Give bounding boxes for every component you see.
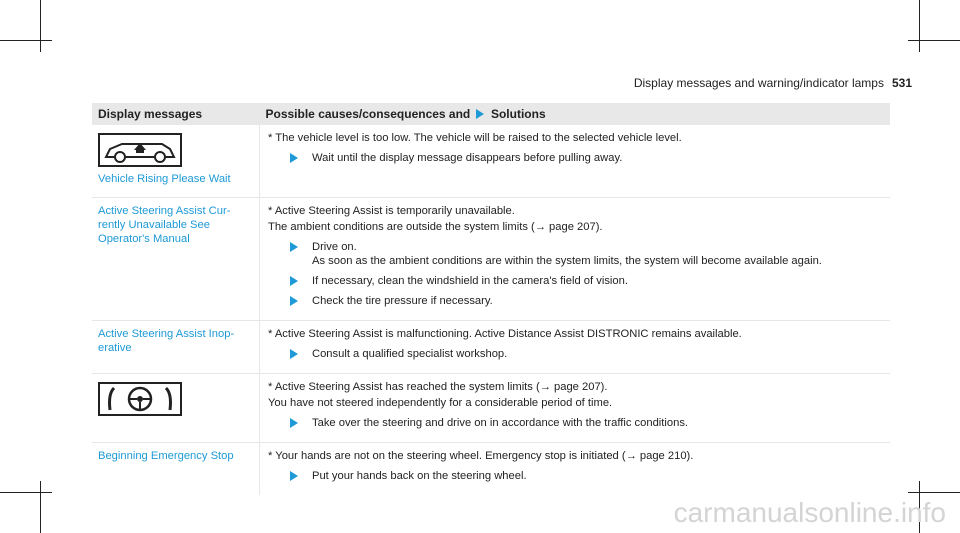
solution-step: Consult a qualified specialist workshop. — [288, 347, 884, 361]
arrow-icon — [290, 276, 298, 286]
cause-extra: You have not steered independently for a considerable period of time. — [268, 396, 613, 409]
table-row — [92, 320, 890, 373]
message-text: Vehicle Rising Please Wait — [98, 173, 231, 185]
hands-on-steering-wheel-icon — [98, 382, 182, 416]
solution-step: Take over the steering and drive on in accordance with the traffic conditions. — [288, 416, 884, 430]
cause-extra: The ambient conditions are outside the system limits (→ page 207). — [268, 220, 603, 233]
message-cell — [92, 125, 260, 197]
message-text: Beginning Emergency Stop — [92, 442, 260, 495]
arrow-icon — [290, 296, 298, 306]
running-header — [634, 76, 912, 90]
table-row — [92, 442, 890, 495]
arrow-icon — [290, 418, 298, 428]
page-number: 531 — [891, 76, 912, 90]
table-row — [92, 373, 890, 442]
watermark: carmanualsonline.info — [673, 497, 946, 528]
arrow-icon — [290, 471, 298, 481]
cause-text: * The vehicle level is too low. The vehicle will be raised to the selected vehicle level. — [268, 132, 682, 144]
solution-cell — [260, 197, 891, 320]
cause-text: * Your hands are not on the steering wheel. Emergency stop is initiated (→ page 210). — [268, 449, 694, 462]
message-text: Active Steering Assist Cur-rently Unavailable See Operator's Manual — [92, 197, 260, 320]
solution-note: As soon as the ambient conditions are within the system limits, the system will become available again. — [312, 254, 822, 267]
solution-step: Check the tire pressure if necessary. — [288, 294, 884, 308]
header-title: Display messages and warning/indicator lamps — [633, 76, 884, 90]
message-cell — [92, 373, 260, 442]
solution-step: Put your hands back on the steering wheel. — [288, 469, 884, 483]
solution-step: If necessary, clean the windshield in the camera's field of vision. — [288, 274, 884, 288]
column-header-solutions-label: Solutions — [490, 107, 546, 121]
arrow-icon — [290, 153, 298, 163]
column-header-messages: Display messages — [92, 103, 260, 125]
message-text: Active Steering Assist Inop-erative — [92, 320, 260, 373]
solution-cell — [260, 125, 891, 197]
column-header-causes: Possible causes/consequences and — [265, 107, 471, 121]
cause-text: * Active Steering Assist has reached the system limits (→ page 207). — [268, 380, 608, 393]
vehicle-rising-icon — [98, 133, 182, 167]
table-row — [92, 197, 890, 320]
solution-cell — [260, 320, 891, 373]
solution-cell — [260, 442, 891, 495]
arrow-icon — [290, 242, 298, 252]
solution-step: Drive on. As soon as the ambient conditions are within the system limits, the system will become available again. — [288, 240, 884, 268]
display-messages-table — [92, 103, 890, 495]
solution-step: Wait until the display message disappears before pulling away. — [288, 151, 884, 165]
table-row — [92, 125, 890, 197]
arrow-icon — [476, 109, 484, 119]
cause-text: * Active Steering Assist is malfunctioning. Active Distance Assist DISTRONIC remains available. — [268, 327, 742, 340]
column-header-solutions — [260, 103, 891, 125]
cause-text: * Active Steering Assist is temporarily unavailable. — [268, 204, 515, 217]
solution-cell — [260, 373, 891, 442]
arrow-icon — [290, 349, 298, 359]
